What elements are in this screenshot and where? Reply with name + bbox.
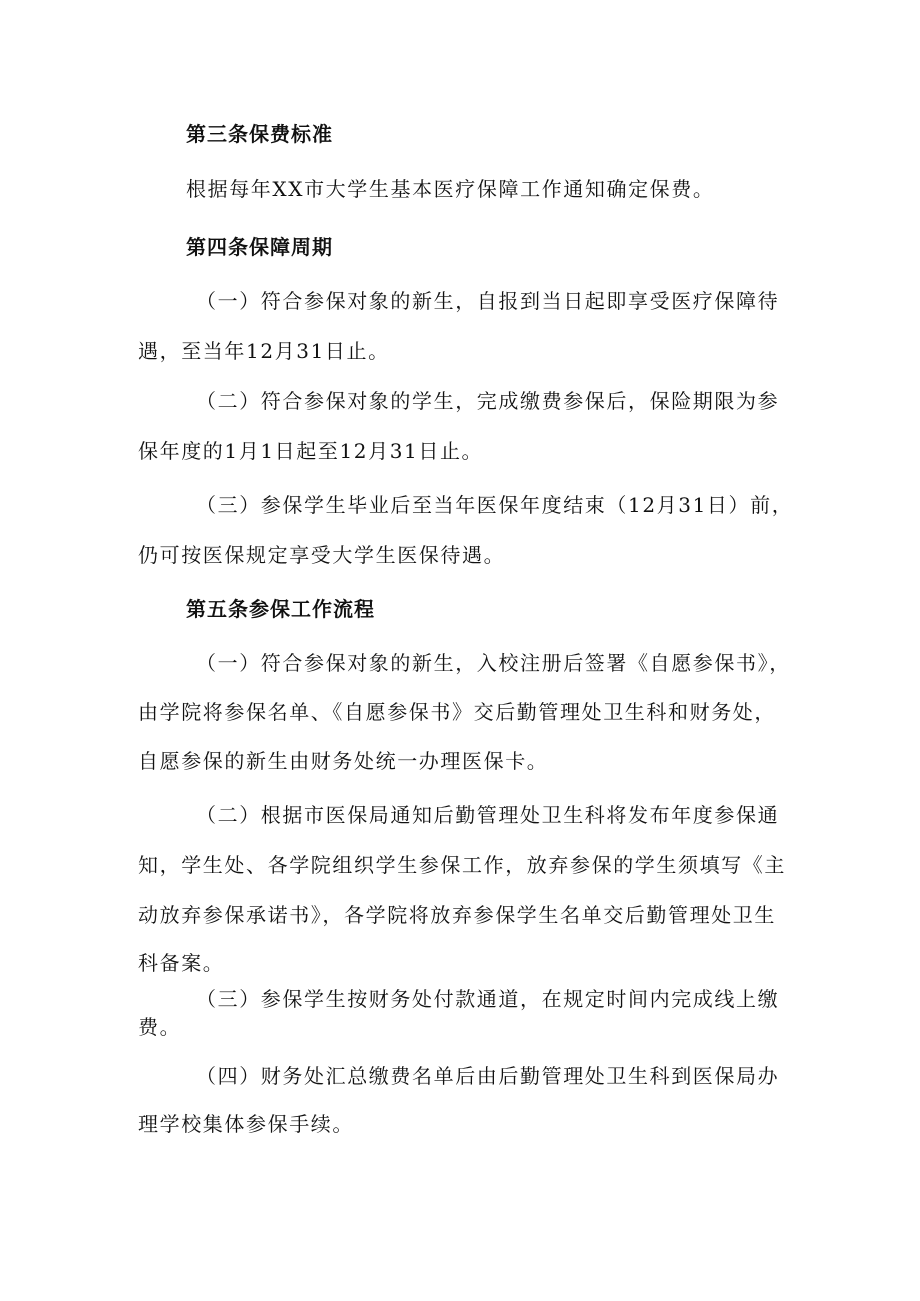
section-5-item-1-line-2: 由学院将参保名单、《自愿参保书》交后勤管理处卫生科和财务处， (138, 700, 776, 724)
section-5-item-1-line-1: （一）符合参保对象的新生，入校注册后签署《自愿参保书》， (196, 651, 791, 675)
section-4-item-3-line-2: 仍可按医保规定享受大学生医保待遇。 (138, 543, 506, 567)
section-4-item-1-line-1: （一）符合参保对象的新生，自报到当日起即享受医疗保障待 (196, 289, 780, 313)
section-5-item-2-line-4: 科备案。 (138, 951, 225, 975)
section-5-heading: 第五条参保工作流程 (186, 597, 375, 621)
section-4-heading: 第四条保障周期 (186, 235, 333, 259)
section-3-heading: 第三条保费标准 (186, 122, 333, 146)
section-5-item-2-line-2: 知，学生处、各学院组织学生参保工作，放弃参保的学生须填写《主 (138, 853, 786, 877)
section-5-item-1-line-3: 自愿参保的新生由财务处统一办理医保卡。 (138, 749, 549, 773)
section-5-item-4-line-1: （四）财务处汇总缴费名单后由后勤管理处卫生科到医保局办 (196, 1064, 780, 1088)
section-4-item-3-line-1: （三）参保学生毕业后至当年医保年度结束（12月31日）前， (196, 493, 794, 517)
section-4-item-2-line-2: 保年度的1月1日起至12月31日止。 (138, 439, 484, 463)
section-4-item-1-line-2: 遇，至当年12月31日止。 (138, 339, 390, 363)
section-5-item-4-line-2: 理学校集体参保手续。 (138, 1112, 354, 1136)
section-3-body: 根据每年XX市大学生基本医疗保障工作通知确定保费。 (186, 177, 715, 201)
section-5-item-2-line-3: 动放弃参保承诺书》，各学院将放弃参保学生名单交后勤管理处卫生 (138, 903, 776, 927)
section-4-item-2-line-1: （二）符合参保对象的学生，完成缴费参保后，保险期限为参 (196, 389, 780, 413)
section-5-item-3-line-1: （三）参保学生按财务处付款通道，在规定时间内完成线上缴 (196, 987, 780, 1011)
section-5-item-2-line-1: （二）根据市医保局通知后勤管理处卫生科将发布年度参保通 (196, 803, 780, 827)
section-5-item-3-line-2: 费。 (138, 1015, 182, 1039)
